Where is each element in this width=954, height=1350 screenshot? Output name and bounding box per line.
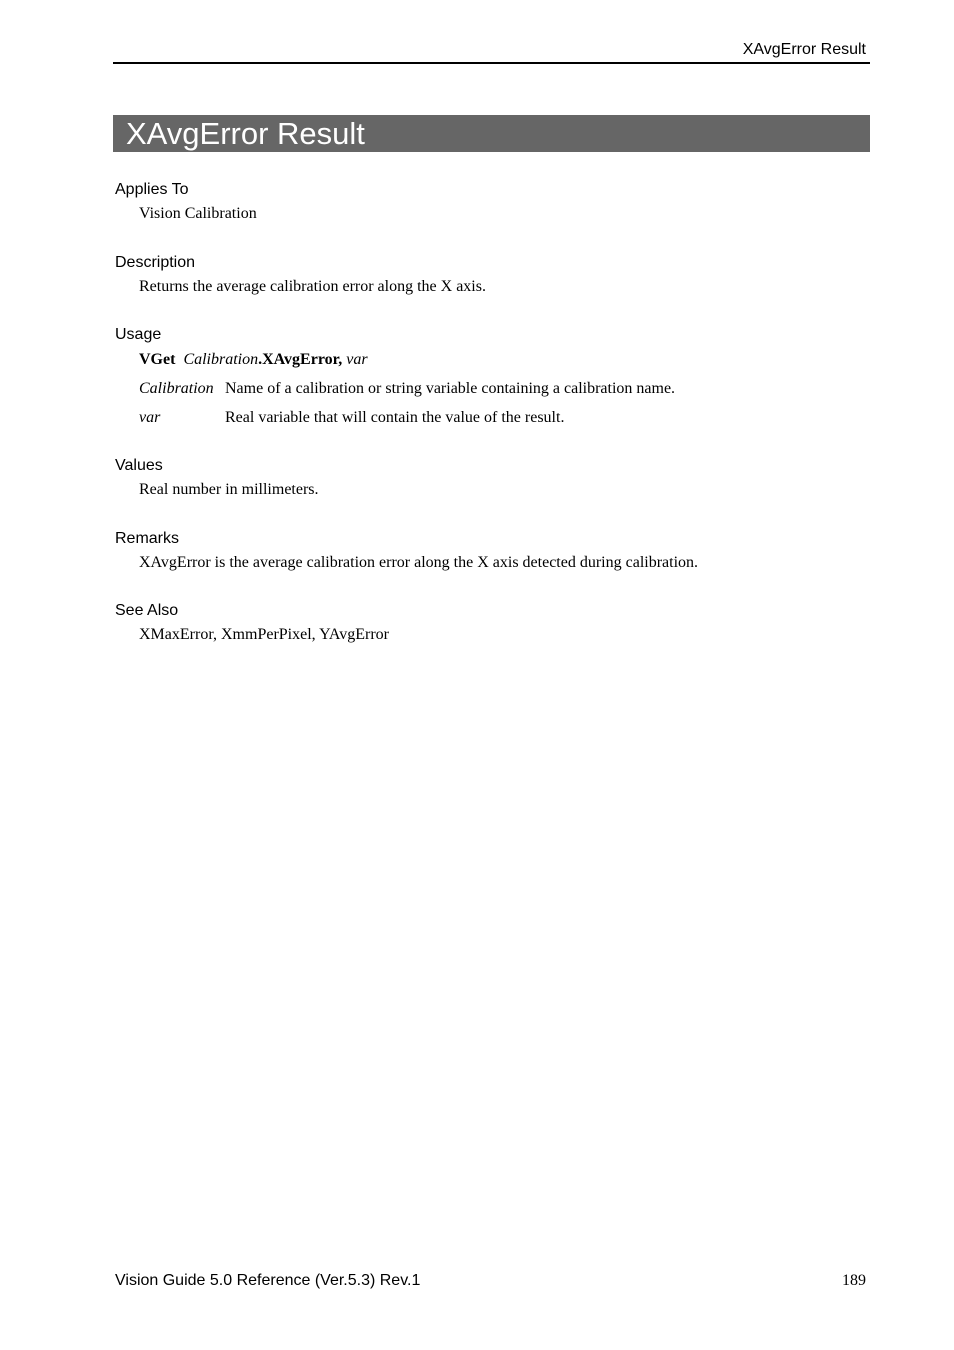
- section-body-description: Returns the average calibration error along the X axis.: [139, 278, 486, 295]
- section-see-also: [115, 601, 870, 645]
- syntax-command: VGet: [139, 351, 176, 368]
- section-body-remarks: XAvgError is the average calibration error along the X axis detected during calibration.: [139, 554, 699, 571]
- section-heading-values: Values: [115, 457, 163, 474]
- param-name: Calibration: [139, 380, 214, 397]
- section-body-applies-to: Vision Calibration: [139, 205, 257, 222]
- running-header-title: XAvgError Result: [742, 41, 866, 58]
- param-name: var: [139, 409, 161, 426]
- title-bar: [113, 115, 870, 152]
- footer-doc-title: Vision Guide 5.0 Reference (Ver.5.3) Rev.1: [115, 1272, 421, 1289]
- footer-page-number: 189: [842, 1272, 866, 1289]
- section-values: [115, 456, 870, 500]
- section-description: [115, 253, 870, 297]
- section-usage: [115, 325, 870, 428]
- section-heading-remarks: Remarks: [115, 530, 180, 547]
- section-body-see-also: XMaxError, XmmPerPixel, YAvgError: [139, 626, 389, 643]
- section-heading-description: Description: [115, 254, 196, 271]
- section-heading-see-also: See Also: [115, 602, 179, 619]
- section-heading-usage: Usage: [115, 326, 162, 343]
- param-row: [139, 379, 870, 399]
- syntax-object: Calibration: [183, 351, 259, 368]
- param-description: Name of a calibration or string variable containing a calibration name.: [225, 380, 676, 397]
- section-body-values: Real number in millimeters.: [139, 481, 319, 498]
- section-remarks: [115, 529, 870, 573]
- syntax-argument: var: [346, 351, 368, 368]
- section-heading-applies-to: Applies To: [115, 181, 189, 198]
- page-title: XAvgError Result: [126, 116, 365, 151]
- section-applies-to: [115, 180, 870, 224]
- usage-syntax: [139, 350, 870, 370]
- syntax-property: .XAvgError,: [258, 351, 343, 368]
- param-description: Real variable that will contain the value of the result.: [225, 409, 565, 426]
- param-row: [139, 408, 870, 428]
- running-header: [113, 40, 870, 64]
